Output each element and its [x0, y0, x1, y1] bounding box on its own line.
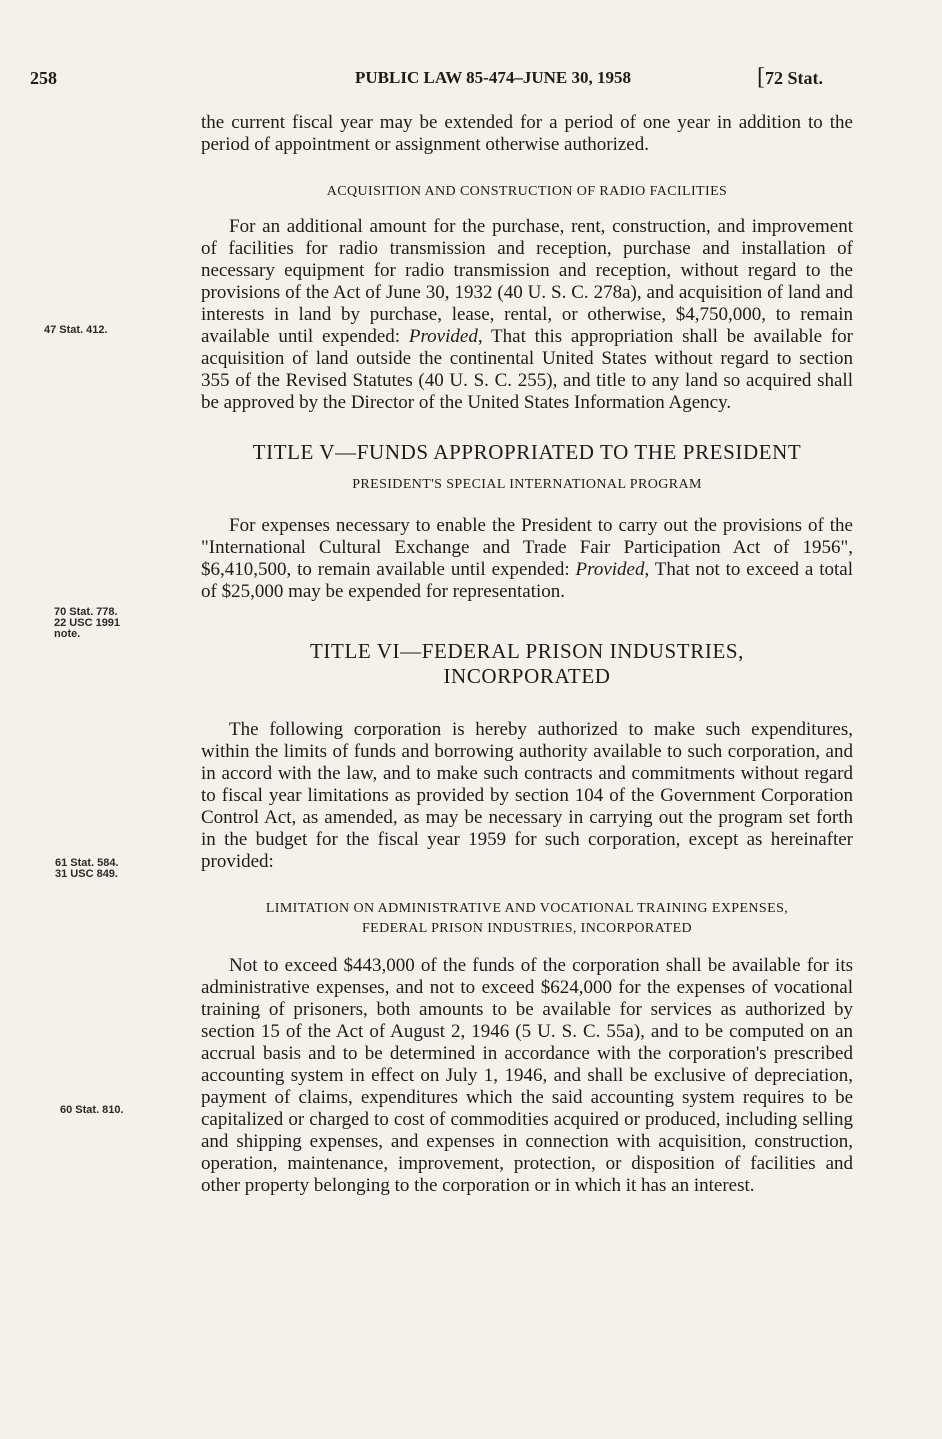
statute-reference	[757, 64, 823, 91]
title-v-heading: TITLE V—FUNDS APPROPRIATED TO THE PRESIDENT	[252, 440, 802, 464]
radio-facilities-paragraph	[201, 216, 853, 414]
margin-note-47-stat: 47 Stat. 412.	[44, 324, 108, 336]
margin-note-60-stat: 60 Stat. 810.	[60, 1104, 124, 1116]
title-vi-heading-line-2: INCORPORATED	[443, 664, 611, 688]
continuation-paragraph: the current fiscal year may be extended for a period of one year in addition to the period of appointment or assignment otherwise authorized.	[201, 112, 853, 155]
radio-para-provided: Provided	[408, 326, 478, 347]
radio-para-text-2: , That this appropriation shall be available for acquisition of land outside the continental United States without regard to section 355 of the Revised Statutes (40 U. S. C. 255), and title to any land so acquired shall be approved by the Director of the United States Information Agency.	[201, 326, 854, 413]
statute-ref-text: 72 Stat.	[765, 68, 823, 88]
limitation-paragraph: Not to exceed $443,000 of the funds of the corporation shall be available for its administrative expenses, and not to exceed $624,000 for the expenses of vocational training of prisoners, both amounts to be available for services as authorized by section 15 of the Act of August 2, 1946 (5 U. S. C. 55a), and to be computed on an accrual basis and to be determined in accordance with the corporation's prescribed accounting system in effect on July 1, 1946, and shall be exclusive of depreciation, payment of claims, expenditures which the said accounting system requires to be capitalized or charged to cost of commodities acquired or produced, including selling and shipping expenses, and expenses in connection with acquisition, construction, operation, maintenance, improvement, protection, or disposition of facilities and other property belonging to the corporation or in which it has an interest.	[201, 955, 853, 1196]
document-body	[201, 112, 853, 1197]
limitation-heading-line-1: LIMITATION ON ADMINISTRATIVE AND VOCATIONAL TRAINING EXPENSES,	[265, 901, 789, 916]
page-number: 258	[30, 68, 57, 88]
statute-bracket: [	[757, 64, 765, 90]
presidents-program-paragraph	[201, 515, 853, 603]
running-header	[0, 52, 942, 92]
program-para-text-2: , That not to exceed a total of $25,000 may be expended for representation.	[201, 559, 853, 602]
limitation-heading-line-2: FEDERAL PRISON INDUSTRIES, INCORPORATED	[361, 921, 693, 936]
radio-para-text-1: For an additional amount for the purchase, rent, construction, and improvement of facilities for radio transmission and reception, purchase and installation of necessary equipment for radio transmission and reception, without regard to the provisions of the Act of June 30, 1932 (40 U. S. C. 278a), and acquisition of land and interests in land by purchase, lease, rental, or otherwise, $4,750,000, to remain available until expended:	[201, 216, 853, 347]
prison-industries-paragraph: The following corporation is hereby authorized to make such expenditures, within the limits of funds and borrowing authority available to such corporation, and in accord with the law, and to make such contracts and commitments without regard to fiscal year limitations as provided by section 104 of the Government Corporation Control Act, as amended, as may be necessary in carrying out the program set forth in the budget for the fiscal year 1959 for such corporation, except as hereinafter provided:	[201, 719, 853, 872]
margin-note-61-stat: 61 Stat. 584. 31 USC 849.	[55, 857, 119, 880]
program-para-provided: Provided	[575, 559, 645, 580]
title-vi-heading	[201, 639, 853, 689]
margin-note-70-stat: 70 Stat. 778. 22 USC 1991 note.	[54, 606, 121, 640]
program-para-text-1: For expenses necessary to enable the President to carry out the provisions of the "International Cultural Exchange and Trade Fair Participation Act of 1956", $6,410,500, to remain available until expended:	[201, 515, 853, 580]
presidents-program-heading: PRESIDENT'S SPECIAL INTERNATIONAL PROGRAM	[352, 477, 702, 492]
title-vi-heading-line-1: TITLE VI—FEDERAL PRISON INDUSTRIES,	[310, 639, 744, 663]
law-title: PUBLIC LAW 85-474–JUNE 30, 1958	[355, 68, 631, 87]
limitation-heading	[201, 899, 853, 939]
radio-facilities-heading: ACQUISITION AND CONSTRUCTION OF RADIO FACILITIES	[326, 184, 728, 199]
